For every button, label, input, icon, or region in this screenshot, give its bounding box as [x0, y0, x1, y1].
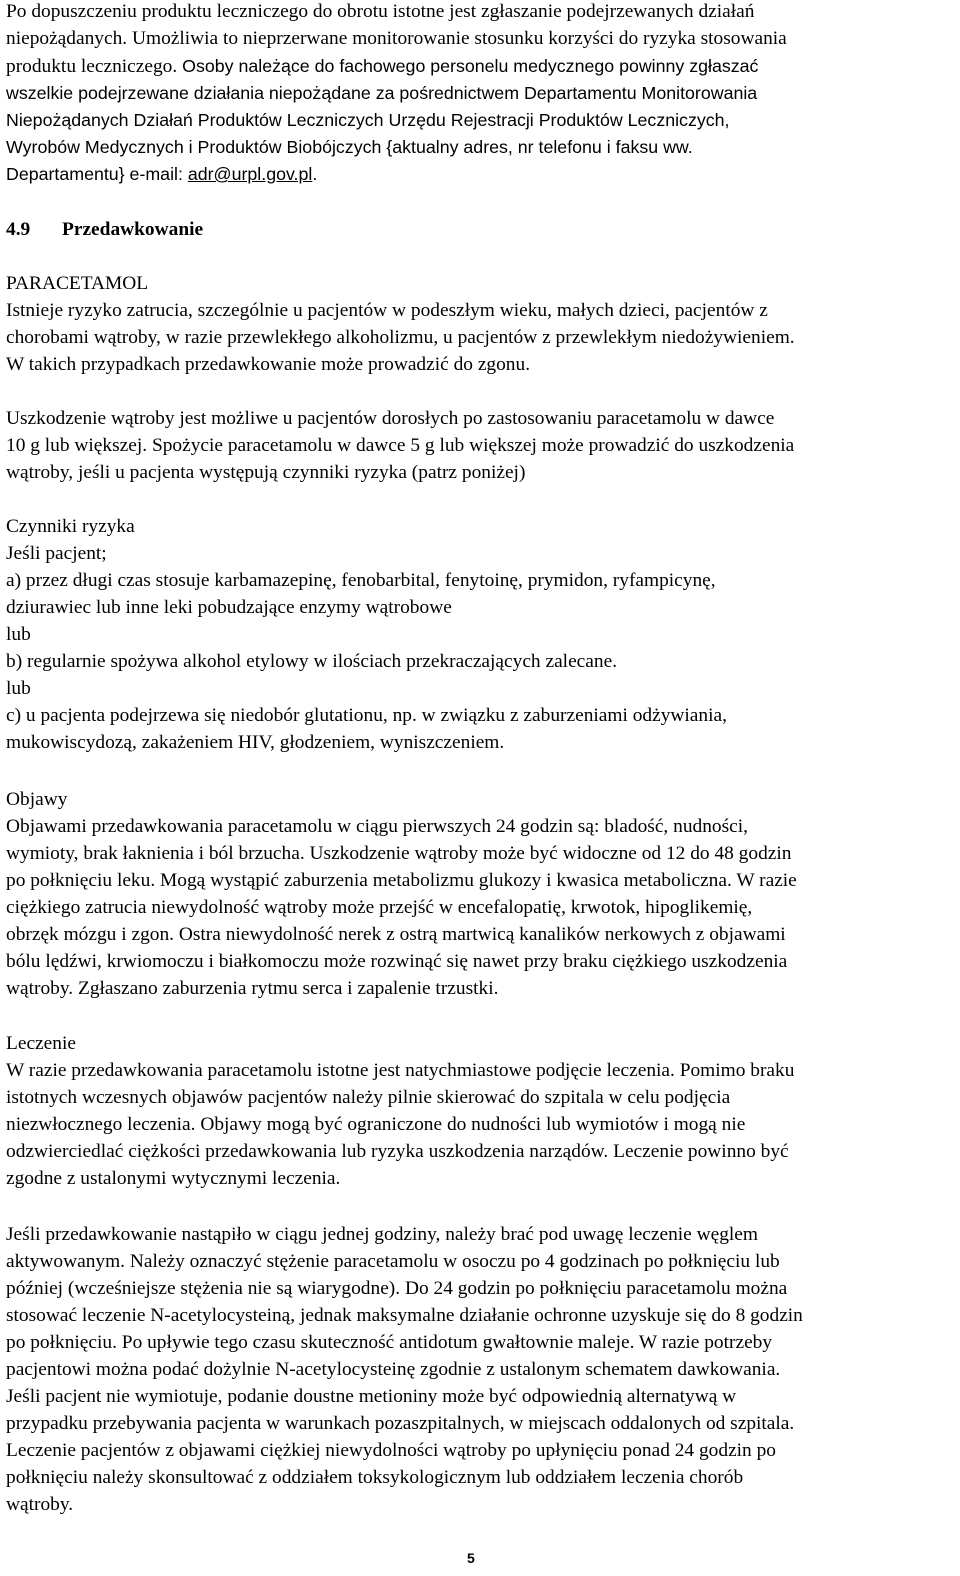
subsection-title: Leczenie [6, 1033, 76, 1054]
text-line: wątroby, jeśli u pacjenta występują czynniki ryzyka (patrz poniżej) [6, 462, 526, 483]
text-line: wątroby. [6, 1494, 74, 1515]
text-line: wątroby. Zgłaszano zaburzenia rytmu serca i zapalenie trzustki. [6, 978, 499, 999]
list-item: c) u pacjenta podejrzewa się niedobór glutationu, np. w związku z zaburzeniami odżywiania, [6, 705, 727, 726]
text-line: stosować leczenie N-acetylocysteiną, jednak maksymalne działanie ochronne uzyskuje się do 8 godzin [6, 1305, 803, 1326]
text-fragment: Departamentu} e-mail: [6, 164, 188, 184]
text-line: aktywowanym. Należy oznaczyć stężenie paracetamolu w osoczu po 4 godzinach po połknięciu lub [6, 1251, 780, 1272]
text-line: ciężkiego zatrucia niewydolność wątroby może przejść w encefalopatię, krwotok, hipoglikemię, [6, 897, 753, 918]
text-line: zgodne z ustalonymi wytycznymi leczenia. [6, 1168, 341, 1189]
text-line: Jeśli przedawkowanie nastąpiło w ciągu jednej godziny, należy brać pod uwagę leczenie węglem [6, 1224, 758, 1245]
text-line: 10 g lub większej. Spożycie paracetamolu w dawce 5 g lub większej może prowadzić do uszkodzenia [6, 435, 795, 456]
subsection-title: PARACETAMOL [6, 273, 149, 294]
text-line [6, 54, 758, 81]
list-item: b) regularnie spożywa alkohol etylowy w ilościach przekraczających zalecane. [6, 651, 618, 672]
subsection-title: Czynniki ryzyka [6, 516, 135, 537]
text-line: odzwierciedlać ciężkości przedawkowania lub ryzyka uszkodzenia narządów. Leczenie powinno być [6, 1141, 789, 1162]
text-line: chorobami wątroby, w razie przewlekłego alkoholizmu, u pacjentów z przewlekłym niedożywieniem. [6, 327, 795, 348]
section-number: 4.9 [6, 219, 31, 240]
text-line: istotnych wczesnych objawów pacjentów należy pilnie skierować do szpitala w celu podjęcia [6, 1087, 731, 1108]
text-line: obrzęk mózgu i zgon. Ostra niewydolność nerek z ostrą martwicą kanalików nerkowych z objawami [6, 924, 786, 945]
text-line: po połknięciu leku. Mogą wystąpić zaburzenia metabolizmu glukozy i kwasica metaboliczna. W razie [6, 870, 797, 891]
text-line: lub [6, 624, 31, 645]
text-line: mukowiscydozą, zakażeniem HIV, głodzeniem, wyniszczeniem. [6, 732, 505, 753]
text-line: niezwłocznego leczenia. Objawy mogą być ograniczone do nudności lub wymiotów i mogą nie [6, 1114, 746, 1135]
section-heading [6, 218, 203, 245]
text-line: wymioty, brak łaknienia i ból brzucha. Uszkodzenie wątroby może być widoczne od 12 do 48 godzin [6, 843, 792, 864]
text-line: Objawami przedawkowania paracetamolu w ciągu pierwszych 24 godzin są: bladość, nudności, [6, 816, 748, 837]
text-line: W razie przedawkowania paracetamolu istotne jest natychmiastowe podjęcie leczenia. Pomimo braku [6, 1060, 795, 1081]
page-number: 5 [467, 1550, 475, 1566]
text-line: połknięciu należy skonsultować z oddziałem toksykologicznym lub oddziałem leczenia chorób [6, 1467, 744, 1488]
text-fragment: Osoby należące do fachowego personelu medycznego powinny zgłaszać [177, 56, 759, 76]
text-line: Jeśli pacjent nie wymiotuje, podanie doustne metioniny może być odpowiednią alternatywą w [6, 1386, 737, 1407]
text-line: W takich przypadkach przedawkowanie może prowadzić do zgonu. [6, 354, 531, 375]
text-line: Uszkodzenie wątroby jest możliwe u pacjentów dorosłych po zastosowaniu paracetamolu w dawce [6, 408, 775, 429]
text-line: bólu lędźwi, krwiomoczu i białkomoczu może rozwinąć się nawet przy braku ciężkiego uszkodzenia [6, 951, 788, 972]
text-line: Leczenie pacjentów z objawami ciężkiej niewydolności wątroby po upłynięciu ponad 24 godzin po [6, 1440, 776, 1461]
text-line: po połknięciu. Po upływie tego czasu skuteczność antidotum gwałtownie maleje. W razie potrzeby [6, 1332, 773, 1353]
text-line: pacjentowi można podać dożylnie N-acetylocysteinę zgodnie z ustalonym schematem dawkowania. [6, 1359, 781, 1380]
text-line: niepożądanych. Umożliwia to nieprzerwane monitorowanie stosunku korzyści do ryzyka stosowania [6, 28, 787, 49]
text-line: później (wcześniejsze stężenia nie są wiarygodne). Do 24 godzin po połknięciu paracetamolu można [6, 1278, 788, 1299]
text-line: lub [6, 678, 31, 699]
text-line: przypadku przebywania pacjenta w warunkach pozaszpitalnych, w miejscach oddalonych od szpitala. [6, 1413, 795, 1434]
text-line: wszelkie podejrzewane działania niepożądane za pośrednictwem Departamentu Monitorowania [6, 83, 758, 103]
subsection-title: Objawy [6, 789, 68, 810]
list-item: a) przez długi czas stosuje karbamazepinę, fenobarbital, fenytoinę, prymidon, ryfampicynę, [6, 570, 716, 591]
text-line: Niepożądanych Działań Produktów Leczniczych Urzędu Rejestracji Produktów Leczniczych, [6, 110, 730, 130]
text-line: Istnieje ryzyko zatrucia, szczególnie u pacjentów w podeszłym wieku, małych dzieci, pacjentów z [6, 300, 768, 321]
text-line: dziurawiec lub inne leki pobudzające enzymy wątrobowe [6, 597, 452, 618]
text-line: Po dopuszczeniu produktu leczniczego do obrotu istotne jest zgłaszanie podejrzewanych działań [6, 1, 755, 22]
section-title: Przedawkowanie [62, 219, 204, 240]
text-line: Wyrobów Medycznych i Produktów Biobójczych {aktualny adres, nr telefonu i faksu ww. [6, 137, 693, 157]
text-line [6, 162, 317, 189]
text-fragment: . [312, 164, 318, 184]
text-line: Jeśli pacjent; [6, 543, 107, 564]
email-link[interactable]: adr@urpl.gov.pl [187, 164, 313, 184]
text-fragment: produktu leczniczego. [6, 56, 178, 77]
